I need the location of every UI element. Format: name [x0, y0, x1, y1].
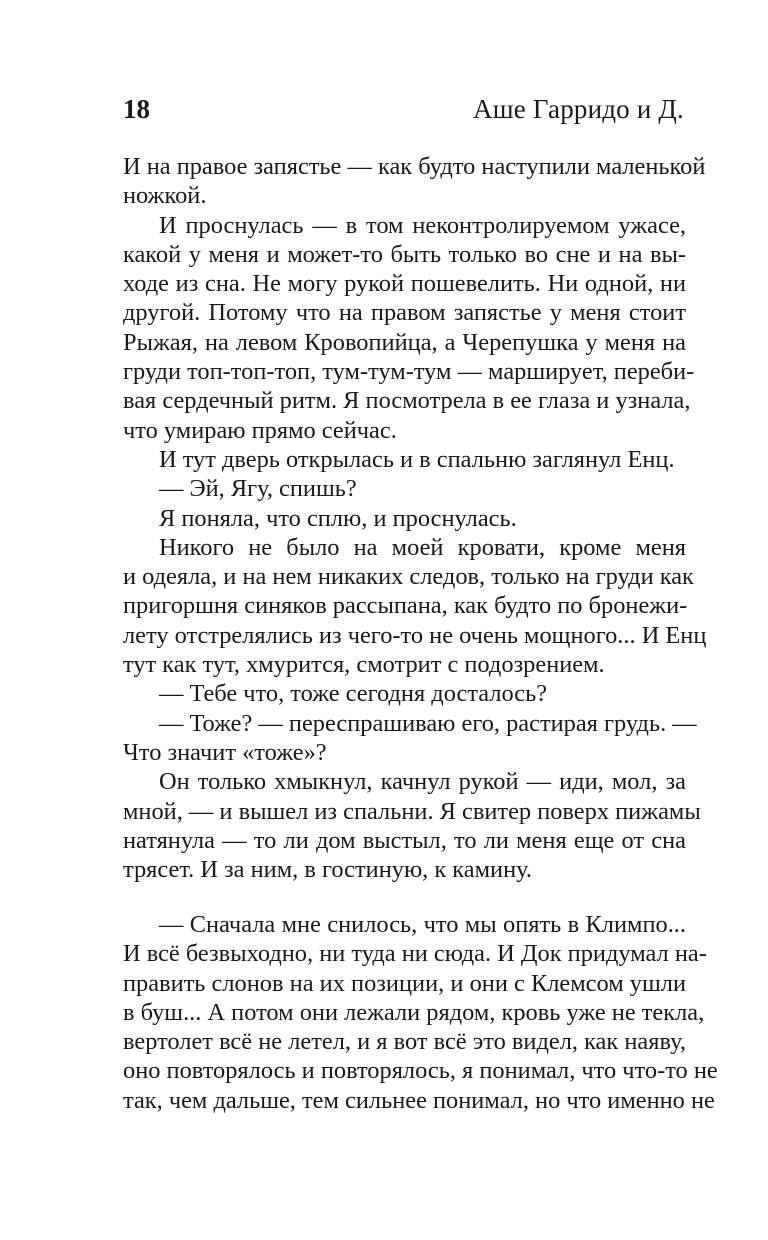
text-line: — Эй, Ягу, спишь?	[159, 475, 357, 503]
text-line: трясет. И за ним, в гостиную, к камину.	[123, 856, 533, 884]
text-line: Я поняла, что сплю, и проснулась.	[159, 504, 517, 532]
text-line: ходе из сна. Не могу рукой пошевелить. Ни одной, ни	[123, 270, 686, 298]
text-line: И на правое запястье — как будто наступили маленькой	[123, 153, 706, 180]
text-line: лету отстрелялись из чего-то не очень мощного... И Енц	[123, 621, 707, 649]
text-line: править слонов на их позиции, и они с Клемсом ушли	[123, 969, 686, 997]
text-line: какой у меня и может-то быть только во сне и на вы-	[123, 240, 686, 268]
text-line: И тут дверь открылась и в спальню заглянул Енц.	[159, 445, 675, 473]
text-line: ножкой.	[123, 182, 207, 210]
text-line: Он только хмыкнул, качнул рукой — иди, мол, за	[159, 768, 686, 796]
text-line: оно повторялось и повторялось, я понимал, что что-то не	[123, 1057, 718, 1085]
running-title: Аше Гарридо и Д.	[473, 94, 684, 124]
text-line: — Тоже? — переспрашиваю его, растирая грудь. —	[159, 709, 697, 737]
text-line: пригоршня синяков рассыпана, как будто по бронежи-	[123, 592, 688, 620]
text-line: мной, — и вышел из спальни. Я свитер поверх пижамы	[123, 797, 701, 825]
page-header	[123, 94, 684, 134]
text-line: в буш... А потом они лежали рядом, кровь уже не текла,	[123, 998, 705, 1026]
text-block-2	[123, 910, 718, 1115]
text-line: и одеяла, и на нем никаких следов, только на груди как	[123, 563, 694, 591]
text-line: И всё безвыходно, ни туда ни сюда. И Док придумал на-	[123, 940, 707, 968]
text-line: Что значит «тоже»?	[123, 738, 327, 766]
text-line: вертолет всё не летел, и я вот всё это видел, как наяву,	[123, 1028, 686, 1056]
text-line: другой. Потому что на правом запястье у меня стоит	[123, 299, 686, 327]
text-line: — Тебе что, тоже сегодня досталось?	[159, 680, 548, 708]
page-number: 18	[123, 94, 150, 124]
text-line: что умираю прямо сейчас.	[123, 416, 397, 444]
text-block-1	[123, 152, 707, 884]
text-line: вая сердечный ритм. Я посмотрела в ее глаза и узнала,	[123, 387, 691, 415]
text-line: Никого не было на моей кровати, кроме меня	[159, 533, 686, 561]
text-line: натянула — то ли дом выстыл, то ли меня еще от сна	[123, 826, 686, 854]
text-line: — Сначала мне снилось, что мы опять в Климпо...	[159, 911, 686, 938]
text-line: Рыжая, на левом Кровопийца, а Черепушка у меня на	[123, 328, 686, 356]
text-line: И проснулась — в том неконтролируемом ужасе,	[159, 211, 686, 239]
text-line: тут как тут, хмурится, смотрит с подозрением.	[123, 651, 605, 679]
text-line: так, чем дальше, тем сильнее понимал, но что именно не	[123, 1086, 715, 1114]
text-line: груди топ-топ-топ, тум-тум-тум — марширует, переби-	[123, 358, 695, 386]
